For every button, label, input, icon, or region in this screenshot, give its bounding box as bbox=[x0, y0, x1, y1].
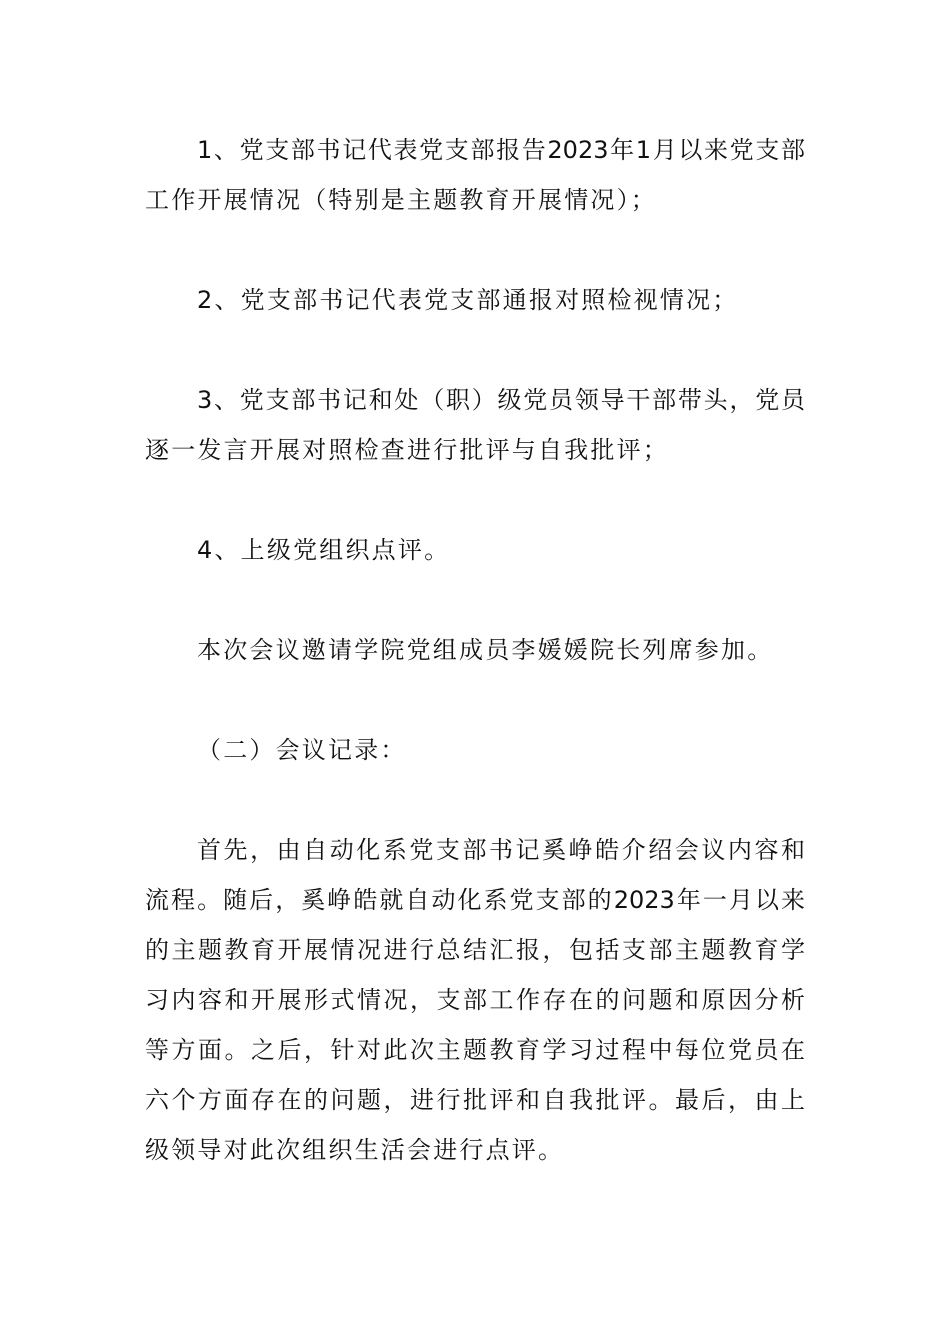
paragraph-line: 等方面。之后，针对此次主题教育学习过程中每位党员在 bbox=[145, 1036, 805, 1064]
paragraph-line: 级领导对此次组织生活会进行点评。 bbox=[145, 1136, 565, 1164]
paragraph-line: 首先，由自动化系党支部书记奚峥皓介绍会议内容和 bbox=[197, 836, 805, 864]
paragraph-line: 2、党支部书记代表党支部通报对照检视情况； bbox=[197, 286, 739, 314]
paragraph-line: 3、党支部书记和处（职）级党员领导干部带头，党员 bbox=[197, 386, 805, 414]
paragraph-line: 1、党支部书记代表党支部报告2023年1月以来党支部 bbox=[197, 136, 805, 164]
paragraph-line: 的主题教育开展情况进行总结汇报，包括支部主题教育学 bbox=[145, 936, 805, 964]
paragraph-line: 逐一发言开展对照检查进行批评与自我批评； bbox=[145, 436, 669, 464]
paragraph-line: 流程。随后，奚峥皓就自动化系党支部的2023年一月以来 bbox=[145, 886, 805, 914]
meeting-record-paragraph bbox=[145, 825, 805, 1175]
document-page bbox=[145, 125, 805, 1175]
agenda-item-1 bbox=[145, 125, 805, 225]
paragraph-line: 工作开展情况（特别是主题教育开展情况）； bbox=[145, 186, 657, 214]
section-heading: （二）会议记录： bbox=[197, 736, 407, 764]
invite-paragraph: 本次会议邀请学院党组成员李媛媛院长列席参加。 bbox=[197, 636, 774, 664]
paragraph-line: 习内容和开展形式情况，支部工作存在的问题和原因分析 bbox=[145, 986, 805, 1014]
agenda-item-2 bbox=[145, 275, 805, 325]
paragraph-line: 4、上级党组织点评。 bbox=[197, 536, 451, 564]
agenda-item-3 bbox=[145, 375, 805, 475]
paragraph-line: 六个方面存在的问题，进行批评和自我批评。最后，由上 bbox=[145, 1086, 805, 1114]
agenda-item-4 bbox=[145, 525, 805, 575]
